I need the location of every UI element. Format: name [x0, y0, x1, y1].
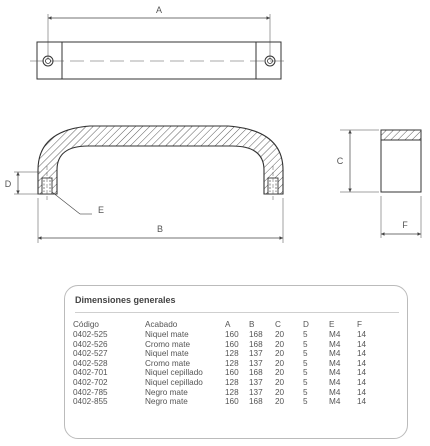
cell-acabado: Negro mate — [145, 397, 188, 407]
table-row — [73, 330, 381, 340]
cell-c: 20 — [275, 387, 285, 397]
header-b: B — [249, 320, 255, 329]
cell-d: 5 — [303, 330, 308, 339]
cell-acabado: Niquel cepillado — [145, 377, 203, 387]
table-row — [73, 349, 381, 359]
dimension-e-leader — [52, 192, 80, 214]
top-view-outline — [37, 42, 281, 79]
header-codigo: Código — [73, 320, 99, 329]
cell-codigo: 0402-855 — [73, 397, 108, 407]
table-body — [73, 330, 381, 407]
cell-f: 14 — [357, 330, 367, 339]
cell-b: 137 — [249, 358, 263, 368]
cell-c: 20 — [275, 397, 285, 407]
cell-codigo: 0402-527 — [73, 349, 108, 359]
dimension-b-label: B — [156, 224, 164, 234]
cell-a: 160 — [225, 397, 239, 407]
side-view — [337, 130, 421, 238]
cell-d: 5 — [303, 397, 308, 407]
cell-acabado: Niquel mate — [145, 349, 189, 359]
cell-acabado: Cromo mate — [145, 339, 191, 349]
cell-codigo: 0402-785 — [73, 387, 108, 397]
cell-e: M4 — [329, 377, 341, 387]
cell-d: 5 — [303, 349, 308, 359]
cell-f: 14 — [357, 358, 367, 368]
cell-codigo: 0402-701 — [73, 368, 108, 378]
cell-acabado: Cromo mate — [145, 358, 191, 368]
cell-a: 128 — [225, 387, 239, 397]
cell-b: 168 — [249, 368, 263, 378]
cell-f: 14 — [357, 377, 367, 387]
header-d: D — [303, 320, 309, 329]
cell-codigo: 0402-525 — [73, 330, 108, 339]
cell-f: 14 — [357, 387, 367, 397]
table-title: Dimensiones generales — [75, 295, 176, 305]
cell-d: 5 — [303, 368, 308, 378]
dimension-d-label: D — [4, 179, 12, 189]
cross-section-body — [381, 140, 421, 192]
dimension-e-label: E — [97, 205, 105, 215]
cell-b: 137 — [249, 349, 263, 359]
cell-c: 20 — [275, 368, 285, 378]
cell-a: 128 — [225, 358, 239, 368]
cell-c: 20 — [275, 330, 285, 339]
table-divider — [75, 312, 399, 313]
header-c: C — [275, 320, 281, 329]
cell-acabado: Niquel mate — [145, 330, 189, 339]
cell-acabado: Negro mate — [145, 387, 188, 397]
cell-acabado: Niquel cepillado — [145, 368, 203, 378]
cell-d: 5 — [303, 377, 308, 387]
table-row — [73, 359, 381, 369]
cell-b: 168 — [249, 330, 263, 339]
cell-e: M4 — [329, 368, 341, 378]
cell-a: 160 — [225, 339, 239, 349]
cell-c: 20 — [275, 358, 285, 368]
dimension-c-label: C — [336, 156, 344, 166]
cell-f: 14 — [357, 397, 367, 407]
cell-e: M4 — [329, 358, 341, 368]
table-row — [73, 340, 381, 350]
dimension-f-label: F — [402, 220, 408, 230]
cell-f: 14 — [357, 349, 367, 359]
cell-c: 20 — [275, 349, 285, 359]
cell-a: 160 — [225, 330, 239, 339]
cell-b: 168 — [249, 339, 263, 349]
cell-a: 160 — [225, 368, 239, 378]
cell-e: M4 — [329, 339, 341, 349]
table-row — [73, 388, 381, 398]
cell-e: M4 — [329, 330, 341, 339]
cell-a: 128 — [225, 349, 239, 359]
cell-codigo: 0402-526 — [73, 339, 108, 349]
cell-e: M4 — [329, 387, 341, 397]
cross-section-hatched — [381, 130, 421, 140]
cell-e: M4 — [329, 397, 341, 407]
cell-f: 14 — [357, 368, 367, 378]
cell-b: 137 — [249, 377, 263, 387]
cell-e: M4 — [329, 349, 341, 359]
cell-codigo: 0402-702 — [73, 377, 108, 387]
cell-c: 20 — [275, 377, 285, 387]
cell-c: 20 — [275, 339, 285, 349]
cell-b: 137 — [249, 387, 263, 397]
header-a: A — [225, 320, 231, 329]
dimensions-table — [73, 319, 381, 407]
cell-b: 168 — [249, 397, 263, 407]
table-row — [73, 397, 381, 407]
cell-codigo: 0402-528 — [73, 358, 108, 368]
table-row — [73, 378, 381, 388]
cell-d: 5 — [303, 387, 308, 397]
header-acabado: Acabado — [145, 320, 178, 329]
front-view — [5, 126, 283, 243]
header-f: F — [357, 320, 363, 329]
cell-a: 128 — [225, 377, 239, 387]
dimension-a-label: A — [155, 5, 163, 15]
handle-profile — [38, 126, 283, 194]
cell-d: 5 — [303, 339, 308, 349]
table-header-row — [73, 319, 381, 330]
table-row — [73, 368, 381, 378]
top-view — [30, 5, 290, 79]
header-e: E — [329, 320, 335, 329]
cell-f: 14 — [357, 339, 367, 349]
dimensions-table-panel — [64, 285, 408, 439]
cell-d: 5 — [303, 358, 308, 368]
